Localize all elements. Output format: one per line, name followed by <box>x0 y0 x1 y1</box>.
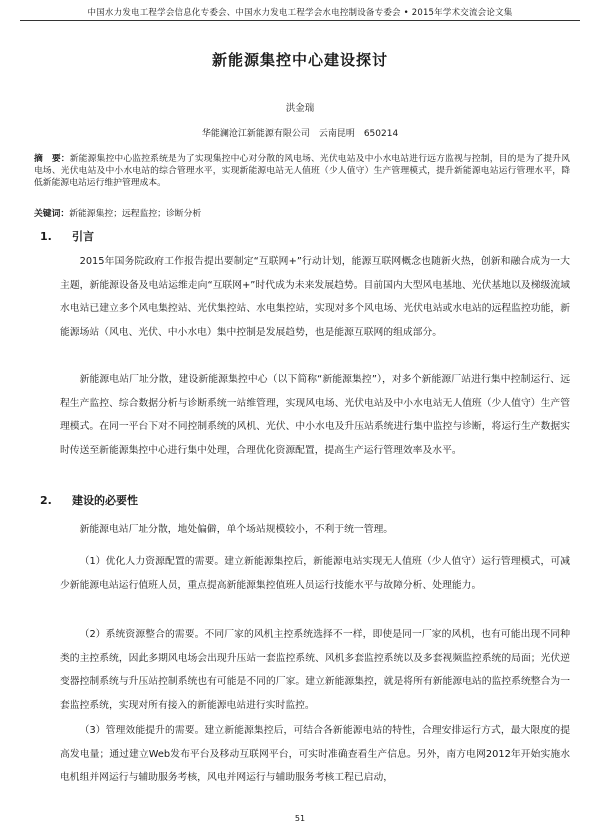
author-affiliation: 华能澜沧江新能源有限公司 云南昆明 650214 <box>201 129 399 139</box>
paragraph: 2015年国务院政府工作报告提出要制定“互联网+”行动计划，能源互联网概念也随新火热，创新和融合成为一大主题，新能源设备及电站运维走向“互联网+”时代成为未来发展趋势。目前国内大型风电基地、光伏基地以及梯级流域水电站已建立多个风电集控站、光伏集控站、水电集控站，实现对多个风电场、光伏电站或水电站的远程监控功能，新能源场站（风电、光伏、中小水电）集中控制是发展趋势，也是能源互联网的组成部分。 <box>60 256 570 338</box>
section-number: 2. <box>40 494 52 507</box>
section-heading-necessity <box>40 492 138 508</box>
page-number: 51 <box>294 814 306 823</box>
abstract-text: 新能源集控中心监控系统是为了实现集控中心对分散的风电场、光伏电站及中小水电站进行远方监视与控制，目的是为了提升风电场、光伏电站及中小水电站的综合管理水平，实现新能源电站无人值班（少人值守）生产管理模式，提升新能源电站运行管理水平，降低新能源电站运行维护管理成本。 <box>34 154 570 188</box>
paragraph: （3）管理效能提升的需要。建立新能源集控后，可结合各新能源电站的特性，合理安排运行方式，最大限度的提高发电量；通过建立Web发布平台及移动互联网平台，可实时准确查看生产信息。另外，南方电网2012年开始实施水电机组并网运行与辅助服务考核，风电并网运行与辅助服务考核工程已启动， <box>60 725 570 783</box>
keywords-text: 新能源集控；远程监控；诊断分析 <box>69 209 202 219</box>
abstract <box>34 153 570 189</box>
keywords <box>34 206 570 219</box>
section-title: 引言 <box>72 230 94 243</box>
running-header: 中国水力发电工程学会信息化专委会、中国水力发电工程学会水电控制设备专委会 • 2015年学术交流会论文集 <box>87 8 513 18</box>
author-name: 洪金瑞 <box>285 103 315 114</box>
section-heading-introduction <box>40 228 94 244</box>
header-rule <box>20 20 580 21</box>
paragraph: （2）系统资源整合的需要。不同厂家的风机主控系统选择不一样，即使是同一厂家的风机，也有可能出现不同种类的主控系统，因此多期风电场会出现升压站一套监控系统、风机多套监控系统以及多套视频监控系统的局面；光伏逆变器控制系统与升压站控制系统也有可能是不同的厂家。建立新能源集控，就是将所有新能源电站的监控系统整合为一套监控系统，实现对所有接入的新能源电站进行实时监控。 <box>60 629 570 711</box>
keywords-label: 关键词： <box>34 209 70 219</box>
paper-title: 新能源集控中心建设探讨 <box>211 51 388 69</box>
abstract-label: 摘 要： <box>34 154 70 164</box>
paragraph: 新能源电站厂址分散，地处偏僻，单个场站规模较小，不利于统一管理。 <box>79 524 394 535</box>
section-title: 建设的必要性 <box>72 494 138 507</box>
paragraph: （1）优化人力资源配置的需要。建立新能源集控后，新能源电站实现无人值班（少人值守）运行管理模式，可减少新能源电站运行值班人员，重点提高新能源集控值班人员运行技能水平与故障分析、处理能力。 <box>60 556 570 591</box>
paragraph: 新能源电站厂址分散，建设新能源集控中心（以下简称“新能源集控”），对多个新能源厂站进行集中控制运行、远程生产监控、综合数据分析与诊断系统一站维管理，实现风电场、光伏电站及中小水电站无人值班（少人值守）生产管理模式。在同一平台下对不同控制系统的风机、光伏、中小水电及升压站系统进行集中监控与诊断，将运行生产数据实时传送至新能源集控中心进行集中处理，合理优化资源配置，提高生产运行管理效率及水平。 <box>60 374 570 456</box>
section-number: 1. <box>40 230 52 243</box>
